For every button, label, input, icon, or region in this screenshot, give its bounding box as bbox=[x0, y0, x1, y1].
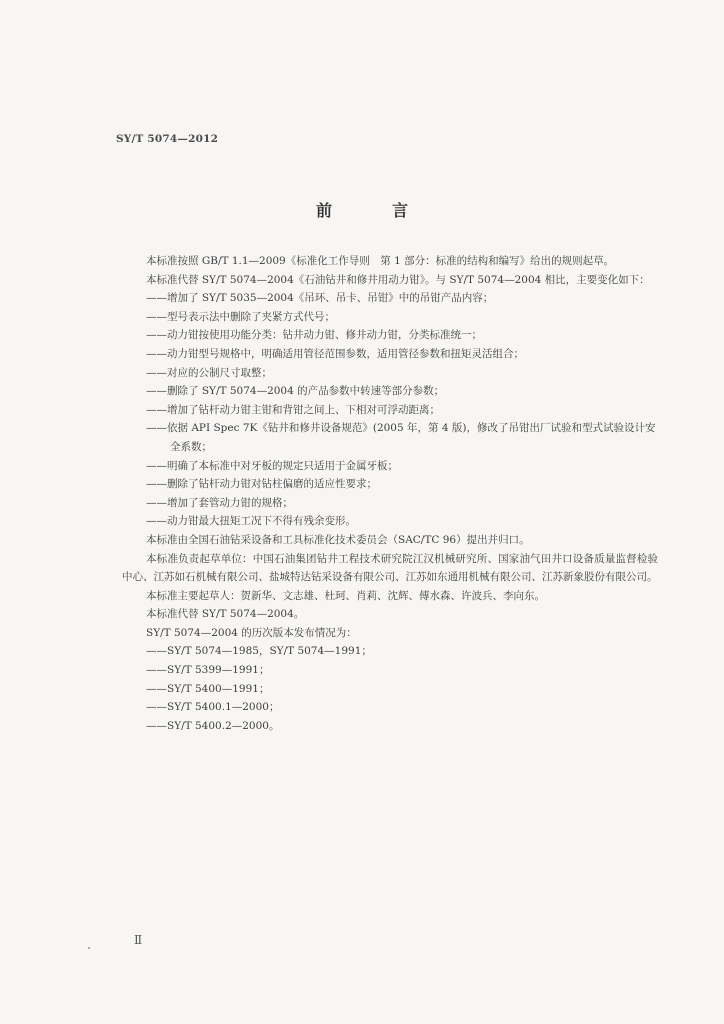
change-item: ——动力钳最大扭矩工况下不得有残余变形。 bbox=[146, 515, 356, 528]
change-item: ——对应的公制尺寸取整； bbox=[146, 366, 272, 379]
history-item: ——SY/T 5400—1991； bbox=[146, 682, 270, 695]
history-item: ——SY/T 5400.2—2000。 bbox=[146, 719, 280, 732]
change-item: ——型号表示法中删除了夹紧方式代号； bbox=[146, 310, 335, 323]
scan-speck bbox=[88, 947, 90, 949]
paragraph-drafting-rules: 本标准按照 GB/T 1.1—2009《标准化工作导则 第 1 部分：标准的结构和编写》给出的规则起草。 bbox=[146, 255, 615, 267]
document-body bbox=[122, 252, 658, 735]
change-item: ——增加了 SY/T 5035—2004《吊环、吊卡、吊钳》中的吊钳产品内容； bbox=[146, 292, 494, 305]
change-item: ——明确了本标准中对牙板的规定只适用于金属牙板； bbox=[146, 459, 398, 472]
page-number: Ⅱ bbox=[134, 933, 143, 947]
change-item: ——删除了 SY/T 5074—2004 的产品参数中转速等部分参数； bbox=[146, 385, 445, 398]
history-item: ——SY/T 5074—1985，SY/T 5074—1991； bbox=[146, 645, 372, 658]
change-item: ——动力钳按使用功能分类：钻井动力钳、修井动力钳，分类标准统一； bbox=[146, 329, 482, 342]
history-item: ——SY/T 5399—1991； bbox=[146, 664, 270, 677]
paragraph-drafting-units: 本标准负责起草单位：中国石油集团钻井工程技术研究院江汉机械研究所、国家油气田井口设备质量监督检验中心、江苏如石机械有限公司、盐城特达钻采设备有限公司、江苏如东通用机械有限公司、江苏新象股份有限公司。 bbox=[122, 552, 658, 584]
standard-code: SY/T 5074—2012 bbox=[116, 133, 219, 145]
paragraph-proposer: 本标准由全国石油钻采设备和工具标准化技术委员会（SAC/TC 96）提出并归口。 bbox=[146, 533, 530, 546]
paragraph-replaces-short: 本标准代替 SY/T 5074—2004。 bbox=[146, 608, 305, 621]
paragraph-drafters: 本标准主要起草人：贺新华、文志雄、杜珂、肖莉、沈辉、傅水森、许波兵、李向东。 bbox=[146, 589, 545, 602]
change-item: ——删除了钻杆动力钳对钻柱偏磨的适应性要求； bbox=[146, 478, 377, 491]
history-item: ——SY/T 5400.1—2000； bbox=[146, 701, 280, 714]
change-item: ——增加了套管动力钳的规格； bbox=[146, 496, 293, 509]
paragraph-history-intro: SY/T 5074—2004 的历次版本发布情况为： bbox=[146, 626, 357, 639]
page-title: 前 言 bbox=[315, 201, 430, 220]
change-item: ——增加了钻杆动力钳主钳和背钳之间上、下相对可浮动距离； bbox=[146, 403, 440, 416]
change-item: ——依据 API Spec 7K《钻井和修井设备规范》(2005 年，第 4 版)，修改了吊钳出厂试验和型式试验设计安全系数； bbox=[146, 422, 656, 453]
paragraph-replaces: 本标准代替 SY/T 5074—2004《石油钻井和修井用动力钳》。与 SY/T 5074—2004 相比，主要变化如下： bbox=[146, 273, 650, 286]
change-item: ——动力钳型号规格中，明确适用管径范围参数，适用管径参数和扭矩灵活组合； bbox=[146, 347, 524, 360]
